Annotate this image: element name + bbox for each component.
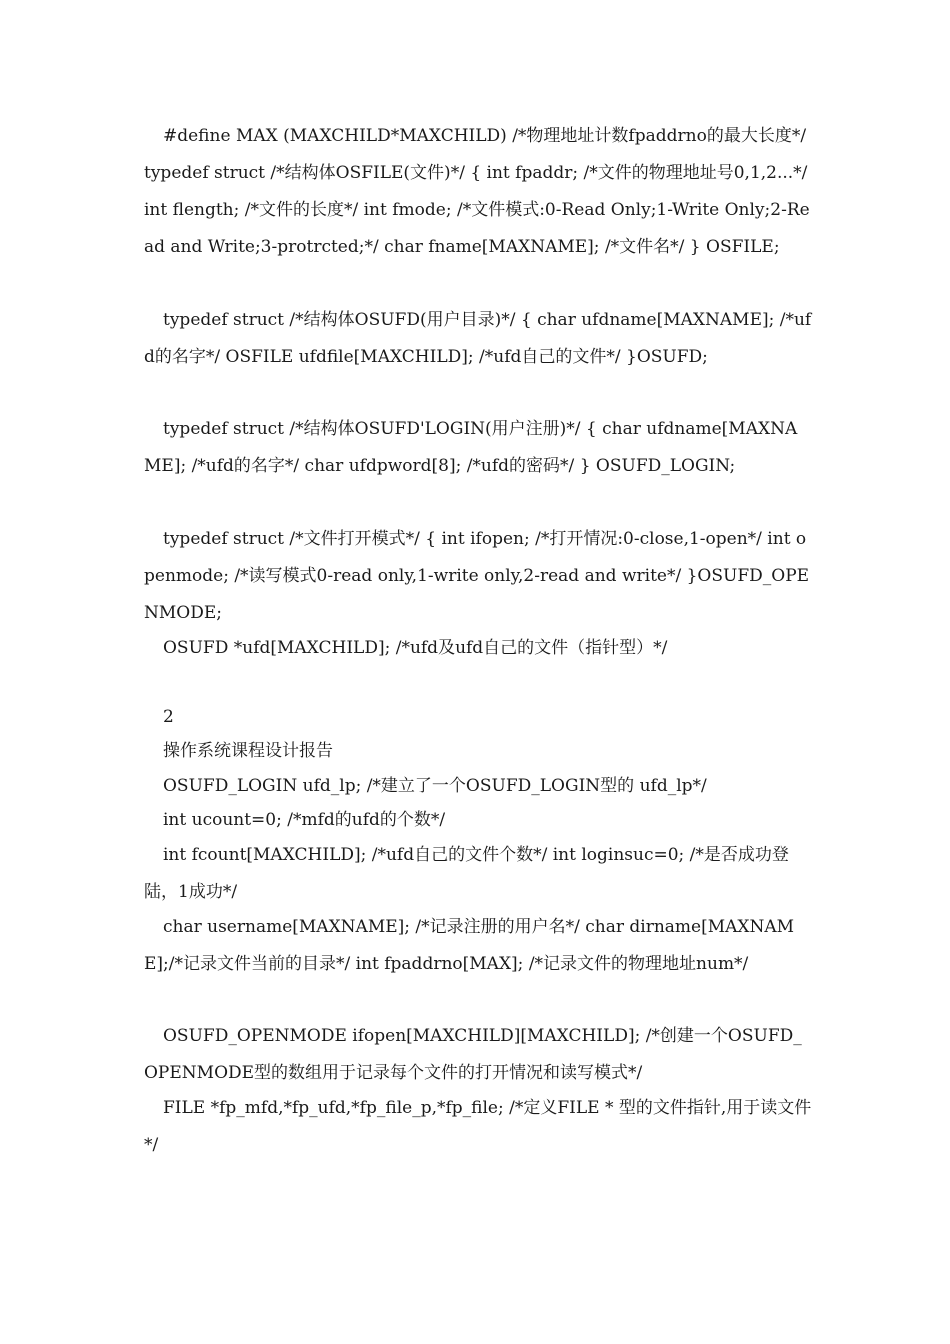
- code-paragraph-define-osfile: #define MAX (MAXCHILD*MAXCHILD) /*物理地址计数fpaddrno的最大长度*/ typedef struct /*结构体OSFILE(文件)*/ { int fpaddr; /*文件的物理地址号0,1,2...*/ int flength; /*文件的长度*/ int fmode; /*文件模式:0-Read Only;1-Write Only;2-Read and Write;3-protrcted;*/ char fname[MAXNAME]; /*文件名*/ } OSFILE;: [144, 126, 810, 257]
- code-paragraph-username: char username[MAXNAME]; /*记录注册的用户名*/ char dirname[MAXNAME];/*记录文件当前的目录*/ int fpaddrno[MAX]; /*记录文件的物理地址num*/: [144, 917, 795, 974]
- code-paragraph-osufd: typedef struct /*结构体OSUFD(用户目录)*/ { char ufdname[MAXNAME]; /*ufd的名字*/ OSFILE ufdfile[MAXCHILD]; /*ufd自己的文件*/ }OSUFD;: [144, 310, 812, 367]
- code-paragraph-osufd-login: typedef struct /*结构体OSUFD'LOGIN(用户注册)*/ { char ufdname[MAXNAME]; /*ufd的名字*/ char ufdpword[8]; /*ufd的密码*/ } OSUFD_LOGIN;: [144, 419, 798, 476]
- code-paragraph-ufd-pointer: OSUFD *ufd[MAXCHILD]; /*ufd及ufd自己的文件（指针型）*/: [163, 638, 668, 658]
- code-paragraph-fcount: int fcount[MAXCHILD]; /*ufd自己的文件个数*/ int loginsuc=0; /*是否成功登陆，1成功*/: [144, 845, 789, 902]
- code-paragraph-ifopen: OSUFD_OPENMODE ifopen[MAXCHILD][MAXCHILD]; /*创建一个OSUFD_OPENMODE型的数组用于记录每个文件的打开情况和读写模式*/: [144, 1026, 802, 1083]
- page-number: 2: [163, 707, 174, 727]
- code-paragraph-ufd-lp: OSUFD_LOGIN ufd_lp; /*建立了一个OSUFD_LOGIN型的 ufd_lp*/: [163, 776, 707, 796]
- code-paragraph-file-pointers: FILE *fp_mfd,*fp_ufd,*fp_file_p,*fp_file; /*定义FILE * 型的文件指针,用于读文件*/: [144, 1098, 812, 1155]
- code-paragraph-ucount: int ucount=0; /*mfd的ufd的个数*/: [163, 810, 446, 830]
- code-paragraph-openmode: typedef struct /*文件打开模式*/ { int ifopen; /*打开情况:0-close,1-open*/ int openmode; /*读写模式0-read only,1-write only,2-read and write*/ }OSUFD_OPENMODE;: [144, 529, 810, 623]
- report-title: 操作系统课程设计报告: [163, 741, 333, 761]
